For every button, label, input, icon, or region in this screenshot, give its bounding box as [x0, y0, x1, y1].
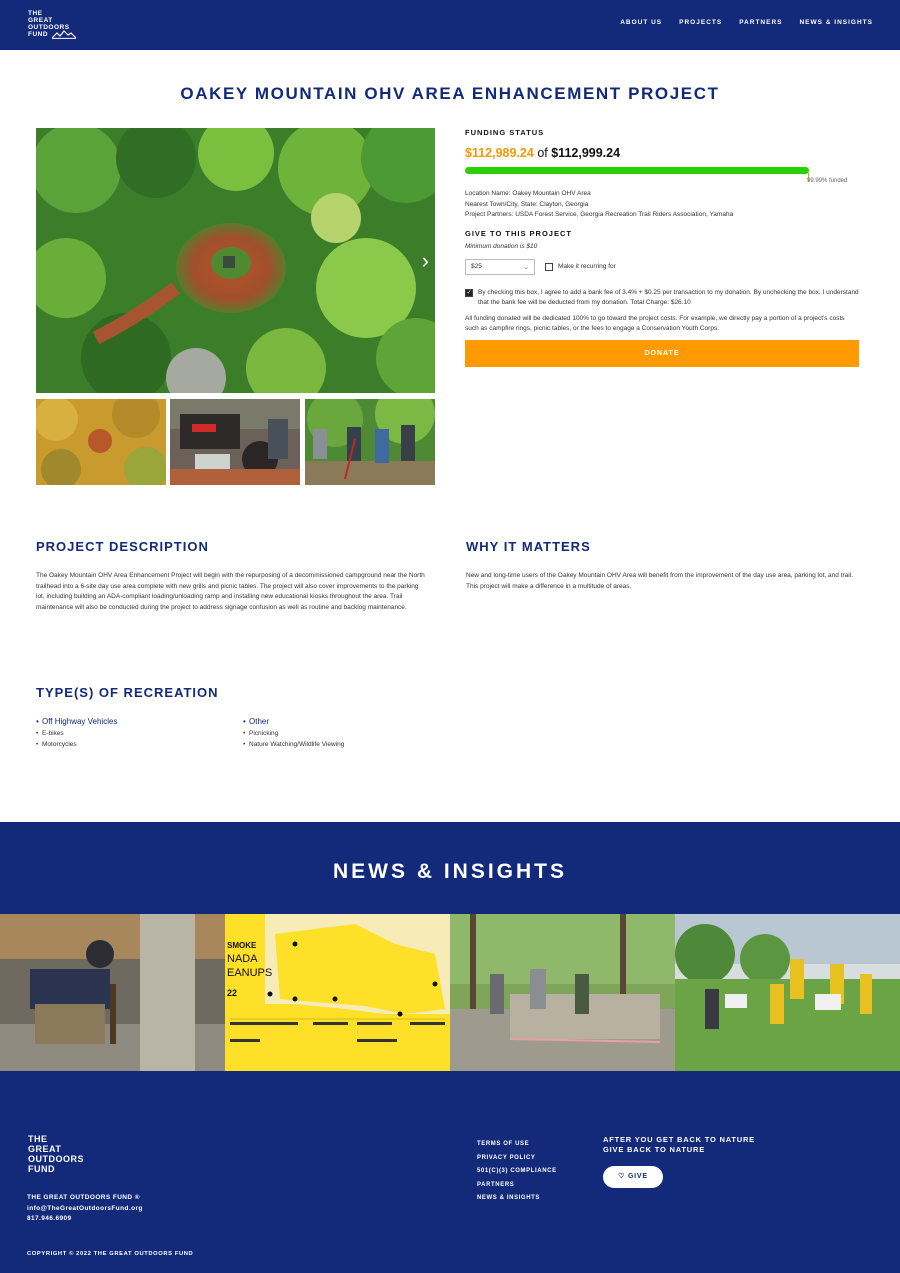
footer-contact: [27, 1193, 143, 1225]
tagline-line-1: AFTER YOU GET BACK TO NATURE: [603, 1135, 755, 1144]
footer-phone[interactable]: 817.946.6909: [27, 1215, 72, 1222]
main-nav: [620, 19, 873, 26]
give-button[interactable]: [603, 1166, 663, 1188]
aerial-forest-image: [36, 128, 435, 393]
logo-line: FUND: [28, 31, 49, 38]
volunteers-building-image: [450, 914, 675, 1071]
recreation-heading: TYPE(S) OF RECREATION: [36, 685, 219, 700]
tagline-line-2: GIVE BACK TO NATURE: [603, 1145, 706, 1154]
amount-row: [465, 259, 860, 275]
recreation-item: • Motorcycles: [36, 739, 117, 750]
project-description-text: The Oakey Mountain OHV Area Enhancement Project will begin with the repurposing of a decommissioned campground near the North trailhead into a 6-site day use area complete with new grills and picnic tables. The project will also cover improvements to the parking lot, including building an ADA-compliant loading/unloading ramp and installing new educational kiosks throughout the area. Trail maintenance will also be conducted during the project to address signage confusion as well as routine and backlog maintenance.: [36, 572, 425, 611]
site-header: [0, 0, 900, 50]
minimum-donation: Minimum donation is $10: [465, 242, 538, 250]
logo-line: FUND: [28, 1164, 55, 1174]
amount-raised: $112,989.24: [465, 146, 534, 160]
map-text: 22: [227, 988, 238, 998]
logo-line: GREAT: [28, 1144, 62, 1154]
gallery-thumb[interactable]: [305, 399, 435, 485]
amount-of: of: [537, 146, 548, 160]
nav-news-insights[interactable]: NEWS & INSIGHTS: [799, 19, 873, 26]
location-name: Location Name: Oakey Mountain OHV Area: [465, 190, 591, 197]
copyright: COPYRIGHT © 2022 THE GREAT OUTDOORS FUND: [27, 1251, 194, 1257]
news-card[interactable]: [450, 914, 675, 1071]
heart-icon: ♡: [618, 1173, 626, 1180]
why-it-matters-heading: WHY IT MATTERS: [466, 539, 591, 554]
recreation-list-ohv: [36, 716, 117, 750]
bank-fee-text: By checking this box, I agree to add a bank fee of 3.4% + $0.25 per transaction to my donation. By unchecking the box, I understand that the bank fee will be deducted from my donation. Total Charge: $26.10: [478, 288, 859, 306]
recreation-item: • Picnicking: [243, 728, 344, 739]
amount-goal: $112,999.24: [551, 146, 621, 160]
news-title: NEWS & INSIGHTS: [332, 860, 567, 883]
footer-link-terms[interactable]: TERMS OF USE: [477, 1141, 530, 1147]
nav-about-us[interactable]: ABOUT US: [620, 19, 663, 26]
site-footer: [0, 1072, 900, 1273]
recreation-item: • E-bikes: [36, 728, 117, 739]
give-title: GIVE TO THIS PROJECT: [465, 228, 572, 238]
donate-button[interactable]: DONATE: [465, 340, 859, 367]
atv-equipment-image: [170, 399, 300, 485]
page-title: OAKEY MOUNTAIN OHV AREA ENHANCEMENT PROJECT: [180, 84, 720, 103]
mountain-icon: [52, 30, 76, 39]
volunteers-working-image: [305, 399, 435, 485]
recurring-option[interactable]: [545, 263, 616, 271]
progress-fill: [465, 167, 809, 174]
project-partners: Project Partners: USDA Forest Service, Georgia Recreation Trail Riders Association, Yamaha: [465, 211, 734, 218]
footer-link-compliance[interactable]: 501(C)(3) COMPLIANCE: [477, 1168, 557, 1175]
footer-tagline: [603, 1135, 755, 1155]
footer-org-name: THE GREAT OUTDOORS FUND ®: [27, 1194, 140, 1201]
funding-amounts: [465, 146, 860, 160]
recreation-list-other: [243, 716, 344, 750]
funded-percent: 99.99% funded: [807, 178, 848, 184]
footer-logo[interactable]: [28, 1134, 108, 1184]
footer-link-privacy[interactable]: PRIVACY POLICY: [477, 1154, 536, 1161]
logo-line: GREAT: [28, 17, 53, 24]
logo-line: OUTDOORS: [28, 1154, 85, 1164]
bank-fee-option: [465, 288, 860, 308]
news-card[interactable]: [0, 914, 225, 1071]
hero-photo[interactable]: [36, 128, 435, 393]
project-meta: [465, 189, 860, 221]
why-it-matters-text: New and long-time users of the Oakey Mountain OHV Area will benefit from the improvement of the day use area, parking lot, and trail. This project will make a difference in a multitude of areas.: [466, 572, 853, 590]
funding-status-label: FUNDING STATUS: [465, 128, 545, 137]
news-card[interactable]: [675, 914, 900, 1071]
site-logo[interactable]: [28, 10, 78, 40]
recurring-label: Make it recurring for: [558, 263, 616, 270]
footer-link-partners[interactable]: PARTNERS: [477, 1181, 515, 1188]
map-text: EANUPS: [227, 967, 273, 979]
gallery-thumb[interactable]: [36, 399, 166, 485]
nearest-town: Nearest Town/City, State: Clayton, Georgia: [465, 200, 589, 208]
chevron-right-icon[interactable]: ›: [421, 248, 429, 273]
selected-amount: $25: [471, 262, 482, 270]
recurring-checkbox[interactable]: [545, 263, 553, 271]
map-text: NADA: [227, 953, 258, 965]
logo-line: THE: [28, 1134, 48, 1144]
news-card[interactable]: [225, 914, 450, 1071]
donation-amount-select[interactable]: [465, 259, 535, 275]
autumn-aerial-image: [36, 399, 166, 485]
footer-link-news[interactable]: NEWS & INSIGHTS: [477, 1195, 541, 1202]
nav-projects[interactable]: PROJECTS: [679, 19, 723, 26]
group-celebration-image: [675, 914, 900, 1071]
funding-panel: [465, 128, 860, 367]
logo-line: THE: [28, 10, 43, 17]
project-description-heading: PROJECT DESCRIPTION: [36, 539, 209, 554]
allocation-text: All funding donated will be dedicated 100% to go toward the project costs. For example, we directly pay a portion of a project's costs such as campfire rings, picnic tables, or the fees to engage a Conservation Youth Corps.: [465, 314, 845, 332]
recreation-category[interactable]: • Other: [243, 716, 344, 728]
give-label: GIVE: [627, 1173, 648, 1180]
trail-worker-image: [0, 914, 225, 1071]
gallery-thumb[interactable]: [170, 399, 300, 485]
recreation-item: • Nature Watching/Wildlife Viewing: [243, 739, 344, 750]
bank-fee-checkbox[interactable]: ✓: [466, 289, 472, 296]
footer-links: [477, 1138, 557, 1206]
recreation-category[interactable]: • Off Highway Vehicles: [36, 716, 117, 728]
map-text: SMOKE: [227, 941, 257, 950]
chevron-down-icon: ⌄: [523, 263, 529, 271]
nav-partners[interactable]: PARTNERS: [739, 19, 783, 26]
footer-email[interactable]: info@TheGreatOutdoorsFund.org: [27, 1204, 143, 1212]
funding-progress-bar: [465, 167, 848, 184]
canada-cleanups-map-image: [225, 914, 450, 1071]
logo-line: OUTDOORS: [28, 24, 70, 31]
